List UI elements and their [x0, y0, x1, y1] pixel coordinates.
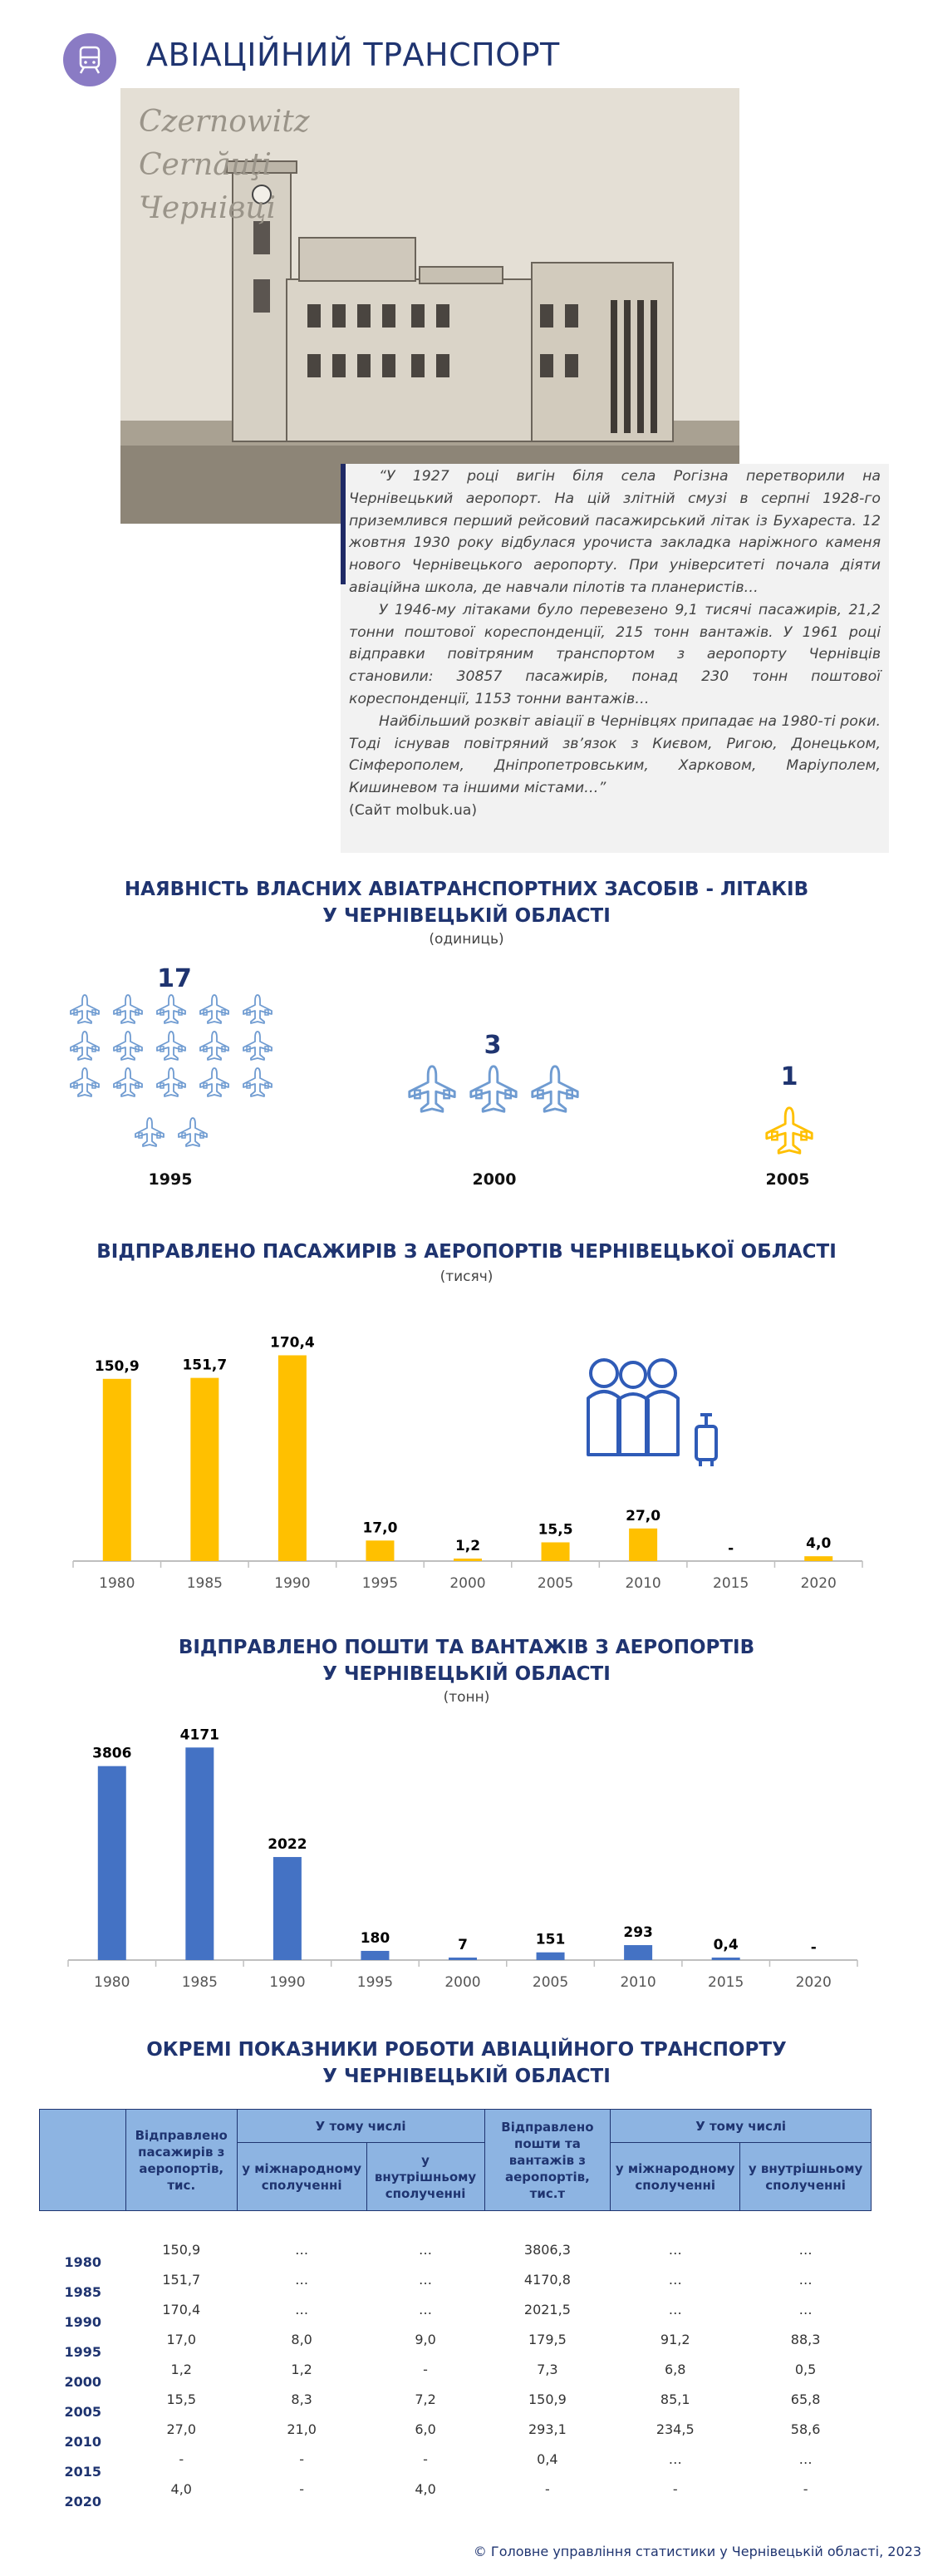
- table-header-incl-2: У тому числі: [611, 2110, 872, 2143]
- table-year-cell: 1990: [64, 2313, 102, 2330]
- cargo-tick-label-2020: 2020: [795, 1974, 832, 1991]
- passengers-bar-1980: [103, 1379, 131, 1561]
- table-row: [40, 2271, 872, 2301]
- plane-icon-1995-13: [200, 1068, 228, 1096]
- table-cell: 7,3: [537, 2361, 558, 2377]
- table-cell: -: [423, 2361, 428, 2377]
- cargo-bar-1995: [361, 1951, 389, 1960]
- table-cell: 88,3: [790, 2331, 821, 2347]
- table-spacer-row: [40, 2211, 872, 2241]
- passengers-value-label-1985: 151,7: [182, 1357, 228, 1374]
- quote-accent-bar: [341, 464, 346, 584]
- planes-unit: (одиниць): [429, 931, 504, 948]
- photo-caption-line-1: Czernowitz: [139, 105, 310, 139]
- table-cell: …: [419, 2301, 433, 2317]
- passengers-tick-label-2020: 2020: [800, 1575, 837, 1592]
- cargo-value-label-2000: 7: [458, 1937, 468, 1953]
- cargo-section-title: [0, 1634, 933, 1687]
- table-cell: 2021,5: [523, 2301, 571, 2317]
- passengers-section-title: ВІДПРАВЛЕНО ПАСАЖИРІВ З АЕРОПОРТІВ ЧЕРНІВЕЦЬКОЇ ОБЛАСТІ: [96, 1241, 837, 1263]
- airport-building-illustration: [120, 88, 739, 524]
- planes-year-2000: 2000: [472, 1170, 517, 1189]
- plane-icon-2005-0: [767, 1108, 812, 1153]
- planes-title-line-2: У ЧЕРНІВЕЦЬКІЙ ОБЛАСТІ: [322, 905, 611, 927]
- table-year-cell: 2020: [64, 2493, 102, 2510]
- cargo-tick-label-2015: 2015: [708, 1974, 744, 1991]
- table-cell: -: [803, 2480, 808, 2497]
- train-icon: [63, 33, 116, 86]
- table-cell: 17,0: [166, 2331, 197, 2347]
- cargo-bar-2000: [449, 1958, 477, 1960]
- cargo-bar-2015: [712, 1958, 740, 1960]
- passengers-value-label-1990: 170,4: [269, 1334, 315, 1352]
- table-row: [40, 2241, 872, 2271]
- table-cell: …: [798, 2271, 813, 2288]
- table-cell: -: [545, 2480, 550, 2497]
- table-row: [40, 2450, 872, 2480]
- table-cell: …: [668, 2301, 682, 2317]
- table-cell: 27,0: [166, 2421, 197, 2437]
- cargo-value-label-2010: 293: [623, 1924, 653, 1942]
- cargo-value-label-1985: 4171: [179, 1726, 219, 1744]
- table-cell: 1,2: [170, 2361, 192, 2377]
- table-header-passengers: Відправлено пасажирів з аеропортів, тис.: [125, 2110, 237, 2211]
- plane-icon-1995-15: [135, 1118, 164, 1146]
- passengers-bar-2005: [542, 1542, 570, 1561]
- plane-icon-1995-1: [114, 995, 142, 1023]
- table-cell: …: [295, 2271, 309, 2288]
- cargo-bar-2010: [624, 1945, 652, 1960]
- cargo-tick-label-1995: 1995: [356, 1974, 394, 1991]
- table-cell: -: [299, 2450, 305, 2467]
- cargo-tick-label-1985: 1985: [181, 1974, 218, 1991]
- table-header-dom-1: у внутрішньому сполученні: [366, 2143, 484, 2211]
- table-cell: 65,8: [790, 2391, 821, 2407]
- cargo-title-line-2: У ЧЕРНІВЕЦЬКІЙ ОБЛАСТІ: [322, 1663, 611, 1685]
- planes-value-2000: 3: [484, 1031, 502, 1060]
- plane-icon-2000-1: [471, 1066, 516, 1111]
- passengers-value-label-2020: 4,0: [806, 1535, 832, 1553]
- table-cell: 15,5: [166, 2391, 197, 2407]
- header-icon-badge: [63, 33, 116, 86]
- table-body: [40, 2211, 872, 2510]
- cargo-title-line-1: ВІДПРАВЛЕНО ПОШТИ ТА ВАНТАЖІВ З АЕРОПОРТІВ: [178, 1637, 755, 1658]
- table-cell: 7,2: [415, 2391, 436, 2407]
- quote-paragraph-2: У 1946-му літаками було перевезено 9,1 тисячі пасажирів, 21,2 тонни поштової кореспонденції, 215 тонн вантажів. У 1961 році відправки повітряним транспортом з аеропорту Чернівців становили: 30857 пасажирів, понад 230 тонн поштової кореспонденції, 1153 тонни вантажів…: [349, 601, 881, 707]
- cargo-bar-1990: [273, 1857, 302, 1960]
- planes-title-line-1: НАЯВНІСТЬ ВЛАСНИХ АВІАТРАНСПОРТНИХ ЗАСОБІВ - ЛІТАКІВ: [124, 879, 809, 900]
- plane-icon-1995-12: [157, 1068, 185, 1096]
- table-row: [40, 2480, 872, 2510]
- passengers-bar-1990: [278, 1355, 307, 1561]
- passengers-bar-2010: [629, 1529, 657, 1561]
- planes-year-1995: 1995: [148, 1170, 193, 1189]
- table-year-cell: 1995: [64, 2343, 102, 2360]
- table-year-cell: 2000: [64, 2373, 102, 2390]
- passengers-bar-chart: [0, 1280, 933, 1596]
- passengers-value-label-1980: 150,9: [94, 1357, 140, 1375]
- planes-pictogram: [0, 981, 933, 1164]
- passengers-unit: (тисяч): [439, 1268, 494, 1285]
- table-cell: 234,5: [656, 2421, 695, 2437]
- table-header-year: [40, 2110, 126, 2211]
- plane-icon-1995-6: [114, 1032, 142, 1060]
- table-cell: 170,4: [162, 2301, 201, 2317]
- table-cell: …: [419, 2271, 433, 2288]
- table-header-cargo: Відправлено пошти та вантажів з аеропортів, тис.т: [484, 2110, 611, 2211]
- cargo-bar-1985: [185, 1747, 214, 1960]
- table-cell: …: [668, 2241, 682, 2258]
- plane-icons-2005: [767, 1108, 812, 1153]
- table-cell: 85,1: [660, 2391, 690, 2407]
- plane-icons-1995: [71, 995, 272, 1146]
- table-cell: …: [668, 2271, 682, 2288]
- table-cell: 8,0: [291, 2331, 312, 2347]
- table-row: [40, 2301, 872, 2331]
- cargo-value-label-2005: 151: [535, 1931, 566, 1948]
- table-cell: 21,0: [287, 2421, 317, 2437]
- passengers-tick-label-2010: 2010: [625, 1575, 661, 1592]
- table-cell: -: [423, 2450, 428, 2467]
- table-cell: …: [295, 2241, 309, 2258]
- table-year-cell: 2015: [64, 2463, 102, 2480]
- cargo-value-label-1980: 3806: [92, 1745, 132, 1762]
- table-cell: 58,6: [790, 2421, 821, 2437]
- planes-year-2005: 2005: [765, 1170, 810, 1189]
- table-row: [40, 2391, 872, 2421]
- cargo-value-label-1995: 180: [360, 1929, 390, 1947]
- plane-icon-1995-14: [243, 1068, 272, 1096]
- planes-value-2005: 1: [780, 1062, 798, 1091]
- passengers-tick-label-2000: 2000: [449, 1575, 486, 1592]
- indicators-table: [39, 2109, 872, 2510]
- quote-source: (Сайт molbuk.ua): [349, 801, 478, 819]
- table-cell: 1,2: [291, 2361, 312, 2377]
- passengers-tick-label-2005: 2005: [537, 1575, 574, 1592]
- cargo-unit: (тонн): [443, 1689, 490, 1706]
- table-cell: 6,8: [664, 2361, 686, 2377]
- table-cell: …: [295, 2301, 309, 2317]
- table-year-cell: 2010: [64, 2433, 102, 2450]
- quote-text: [349, 465, 881, 822]
- plane-icon-1995-10: [71, 1068, 99, 1096]
- table-cell: …: [668, 2450, 682, 2467]
- table-header-dom-2: у внутрішньому сполученні: [740, 2143, 872, 2211]
- cargo-tick-label-2005: 2005: [532, 1974, 569, 1991]
- table-cell: 151,7: [162, 2271, 201, 2288]
- table-cell: 293,1: [528, 2421, 567, 2437]
- plane-icon-1995-8: [200, 1032, 228, 1060]
- cargo-tick-label-1980: 1980: [94, 1974, 130, 1991]
- passengers-value-label-2015: -: [728, 1540, 734, 1557]
- table-header-intl-1: у міжнародному сполученні: [237, 2143, 366, 2211]
- plane-icon-1995-3: [200, 995, 228, 1023]
- passengers-value-label-1995: 17,0: [362, 1519, 398, 1537]
- plane-icon-1995-7: [157, 1032, 185, 1060]
- passengers-icon: [588, 1360, 716, 1466]
- photo-caption-line-2: Cernăuţi: [139, 148, 272, 182]
- table-cell: 150,9: [162, 2241, 201, 2258]
- planes-value-1995: 17: [157, 964, 192, 993]
- cargo-bar-1980: [98, 1766, 126, 1960]
- table-cell: -: [672, 2480, 678, 2497]
- table-header-intl-2: у міжнародному сполученні: [611, 2143, 740, 2211]
- passengers-bar-2000: [454, 1559, 482, 1561]
- quote-paragraph-3: Найбільший розквіт авіації в Чернівцях припадає на 1980-ті роки. Тоді існував повітряний зв’язок з Києвом, Ригою, Донецьком, Сімферополем, Дніпропетровським, Харковом, Маріуполем, Кишиневом та іншими містами…”: [349, 712, 881, 797]
- table-year-cell: 2005: [64, 2403, 102, 2420]
- footer-copyright: © Головне управління статистики у Чернівецькій області, 2023: [473, 2544, 921, 2559]
- table-row: [40, 2361, 872, 2391]
- plane-icon-2000-0: [410, 1066, 454, 1111]
- table-cell: …: [798, 2450, 813, 2467]
- table-year-cell: 1980: [64, 2253, 102, 2270]
- table-cell: …: [798, 2241, 813, 2258]
- passengers-tick-label-1980: 1980: [99, 1575, 135, 1592]
- table-cell: 4170,8: [523, 2271, 571, 2288]
- table-title-line-2: У ЧЕРНІВЕЦЬКІЙ ОБЛАСТІ: [322, 2066, 611, 2087]
- table-year-cell: 1985: [64, 2283, 102, 2300]
- plane-icon-1995-16: [179, 1118, 207, 1146]
- table-section-title: [0, 2037, 933, 2090]
- cargo-tick-label-2000: 2000: [444, 1974, 481, 1991]
- plane-icon-1995-11: [114, 1068, 142, 1096]
- plane-icon-1995-2: [157, 995, 185, 1023]
- plane-icons-2000: [410, 1066, 577, 1111]
- table-cell: 150,9: [528, 2391, 567, 2407]
- passengers-bar-1995: [366, 1540, 394, 1561]
- page-title: АВІАЦІЙНИЙ ТРАНСПОРТ: [146, 37, 560, 73]
- table-row: [40, 2331, 872, 2361]
- table-row: [40, 2421, 872, 2450]
- cargo-tick-label-2010: 2010: [620, 1974, 656, 1991]
- passengers-value-label-2010: 27,0: [626, 1507, 661, 1524]
- table-cell: 4,0: [415, 2480, 436, 2497]
- plane-icon-2000-2: [533, 1066, 577, 1111]
- cargo-value-label-2015: 0,4: [713, 1937, 739, 1953]
- table-cell: 0,5: [794, 2361, 817, 2377]
- passengers-tick-label-1995: 1995: [361, 1575, 399, 1592]
- cargo-tick-label-1990: 1990: [269, 1974, 306, 1991]
- photo-caption-line-3: Чернівці: [139, 191, 276, 225]
- table-cell: 8,3: [291, 2391, 312, 2407]
- passengers-bar-1985: [190, 1378, 219, 1561]
- table-cell: …: [798, 2301, 813, 2317]
- table-cell: …: [419, 2241, 433, 2258]
- table-cell: -: [299, 2480, 305, 2497]
- planes-section-title: [0, 876, 933, 929]
- table-cell: 0,4: [537, 2450, 558, 2467]
- cargo-bar-chart: [0, 1696, 933, 1995]
- passengers-value-label-2000: 1,2: [454, 1538, 481, 1554]
- cargo-value-label-1990: 2022: [268, 1836, 307, 1854]
- table-cell: 4,0: [170, 2480, 192, 2497]
- passengers-tick-label-1985: 1985: [186, 1575, 223, 1592]
- table-cell: 3806,3: [523, 2241, 571, 2258]
- passengers-tick-label-2015: 2015: [713, 1575, 749, 1592]
- passengers-value-label-2005: 15,5: [538, 1521, 573, 1539]
- table-cell: -: [179, 2450, 184, 2467]
- table-cell: 6,0: [415, 2421, 436, 2437]
- passengers-bar-2020: [804, 1556, 832, 1561]
- plane-icon-1995-9: [243, 1032, 272, 1060]
- table-cell: 179,5: [528, 2331, 567, 2347]
- table-header-incl-1: У тому числі: [237, 2110, 484, 2143]
- cargo-value-label-2020: -: [810, 1939, 817, 1956]
- table-cell: 9,0: [415, 2331, 436, 2347]
- cargo-bar-2005: [537, 1953, 565, 1960]
- table-cell: 91,2: [660, 2331, 690, 2347]
- plane-icon-1995-0: [71, 995, 99, 1023]
- plane-icon-1995-5: [71, 1032, 99, 1060]
- historic-airport-photo: [120, 88, 739, 524]
- passengers-tick-label-1990: 1990: [274, 1575, 311, 1592]
- table-title-line-1: ОКРЕМІ ПОКАЗНИКИ РОБОТИ АВІАЦІЙНОГО ТРАНСПОРТУ: [146, 2039, 787, 2061]
- plane-icon-1995-4: [243, 995, 272, 1023]
- quote-paragraph-1: “У 1927 році вигін біля села Рогізна перетворили на Чернівецький аеропорт. На цій злітній смузі в серпні 1928-го приземлився перший рейсовий пасажирський літак із Бухареста. 12 жовтня 1930 року відбулася урочиста закладка наріжного каменя нового Чернівецького аеропорту. При університеті почала діяти авіаційна школа, де навчали пілотів та планеристів…: [349, 468, 881, 596]
- table-spacer-cell: [40, 2211, 872, 2241]
